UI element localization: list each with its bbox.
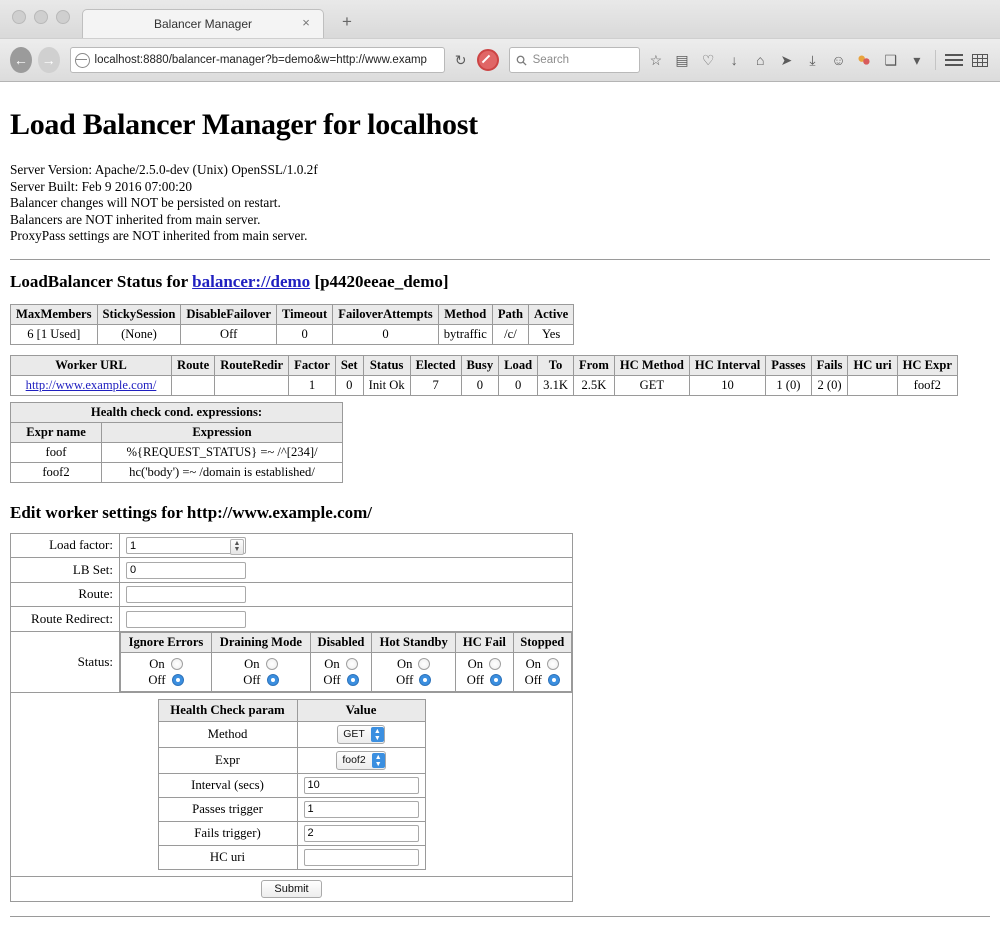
keyboard-icon[interactable]	[970, 48, 990, 72]
stepper-arrows-icon[interactable]: ▲ ▼	[230, 539, 244, 555]
page-content	[0, 82, 1000, 917]
table-row	[158, 747, 425, 773]
cell-expression: hc('body') =~ /domain is established/	[102, 462, 343, 482]
section-divider	[10, 259, 990, 260]
label-route-redirect: Route Redirect:	[11, 607, 120, 632]
hc-param-value-expr	[297, 747, 425, 773]
hc-param-value-hc-uri	[297, 845, 425, 869]
smiley-feedback-icon[interactable]: ☺	[831, 52, 846, 68]
radio-label-on: On	[467, 656, 484, 671]
table-header-row	[11, 304, 574, 324]
table-header-row	[158, 699, 425, 721]
puzzle-icon	[857, 53, 872, 68]
cell-elected: 7	[410, 375, 461, 395]
radio-stopped-on[interactable]	[547, 658, 559, 670]
hc-expr-selected-value: foof2	[342, 754, 366, 766]
navigation-toolbar	[0, 38, 1000, 81]
form-row-submit	[11, 876, 573, 901]
footer-divider	[10, 916, 990, 917]
th-maxmembers: MaxMembers	[11, 304, 98, 324]
label-status: Status:	[11, 631, 120, 692]
radio-group-stopped-off[interactable]	[520, 672, 565, 688]
downloads-icon[interactable]: ↓	[730, 52, 738, 68]
radio-disabled-off[interactable]	[347, 674, 359, 686]
save-page-icon[interactable]: ⤓	[809, 51, 816, 68]
hc-param-name-passes: Passes trigger	[158, 797, 297, 821]
status-options-cell	[120, 631, 573, 692]
hc-param-name-hc-uri: HC uri	[158, 845, 297, 869]
tab-balancer-manager[interactable]	[82, 9, 324, 38]
table-row	[158, 773, 425, 797]
radio-label-on: On	[149, 656, 165, 671]
home-icon[interactable]: ⌂	[756, 52, 765, 68]
hc-param-value-method	[297, 721, 425, 747]
cell-worker-url[interactable]	[11, 375, 172, 395]
extension-icon[interactable]	[855, 48, 875, 72]
th-hc-fail: HC Fail	[456, 632, 513, 652]
balancer-status-prefix: LoadBalancer Status for	[10, 271, 188, 291]
radio-label-off: Off	[243, 672, 261, 687]
status-cell-stopped	[513, 652, 571, 691]
cell-route	[172, 375, 215, 395]
th-route: Route	[172, 355, 215, 375]
label-load-factor: Load factor:	[11, 533, 120, 558]
route-redirect-input[interactable]	[126, 611, 246, 628]
server-built-line: Server Built: Feb 9 2016 07:00:20	[10, 178, 193, 194]
globe-icon	[75, 53, 90, 68]
menu-button[interactable]	[944, 48, 964, 72]
proxypass-note-line: ProxyPass settings are NOT inherited from main server.	[10, 228, 308, 243]
th-disabled: Disabled	[310, 632, 371, 652]
balancer-summary-table	[10, 304, 574, 345]
th-hot-standby: Hot Standby	[372, 632, 456, 652]
balancer-id: [p4420eeae_demo]	[314, 271, 449, 291]
status-cell-ignore-errors	[121, 652, 212, 691]
hc-expr-select[interactable]	[336, 751, 385, 770]
cell-load: 0	[499, 375, 538, 395]
search-input[interactable]	[509, 47, 640, 73]
close-tab-icon[interactable]: ×	[302, 15, 310, 30]
table-row	[158, 845, 425, 869]
toolbar-divider	[935, 50, 936, 70]
hc-interval-input[interactable]	[304, 777, 419, 794]
th-stopped: Stopped	[513, 632, 571, 652]
health-check-param-table	[158, 699, 426, 870]
th-path: Path	[492, 304, 528, 324]
pocket-icon[interactable]: ♡	[701, 51, 715, 68]
form-row-lb-set	[11, 558, 573, 583]
radio-group-ignore-errors-on[interactable]	[127, 656, 205, 672]
hc-param-value-interval	[297, 773, 425, 797]
cell-hc-expr: foof2	[897, 375, 957, 395]
window-titlebar	[0, 0, 1000, 38]
table-header-row	[121, 632, 572, 652]
tab-strip	[82, 0, 356, 38]
th-method: Method	[438, 304, 492, 324]
hc-fails-input[interactable]	[304, 825, 419, 842]
table-header-row	[11, 402, 343, 422]
page-title: Load Balancer Manager for localhost	[10, 108, 478, 141]
radio-ignore-errors-on[interactable]	[171, 658, 183, 670]
worker-table	[10, 355, 958, 396]
radio-label-off: Off	[466, 672, 485, 687]
hc-expr-title: Health check cond. expressions:	[11, 402, 343, 422]
submit-button[interactable]: Submit	[261, 880, 321, 898]
close-window-button[interactable]	[12, 10, 26, 24]
new-tab-button[interactable]: +	[342, 12, 352, 31]
tab-label: Balancer Manager	[153, 17, 253, 31]
persist-note-line: Balancer changes will NOT be persisted on restart.	[10, 195, 281, 210]
load-factor-input[interactable]	[126, 537, 246, 554]
cell-timeout: 0	[277, 324, 333, 344]
cell-to: 3.1K	[538, 375, 574, 395]
server-version-line: Server Version: Apache/2.5.0-dev (Unix) OpenSSL/1.0.2f	[10, 162, 318, 177]
radio-group-draining-off[interactable]	[218, 672, 304, 688]
cell-hc-uri	[848, 375, 897, 395]
table-row	[11, 375, 958, 395]
table-row	[11, 324, 574, 344]
cell-method: bytraffic	[438, 324, 492, 344]
radio-group-disabled-on[interactable]	[317, 656, 365, 672]
field-route-redirect-cell	[120, 607, 573, 632]
th-failoverattempts: FailoverAttempts	[333, 304, 438, 324]
hc-passes-input[interactable]	[304, 801, 419, 818]
cell-expression: %{REQUEST_STATUS} =~ /^[234]/	[102, 442, 343, 462]
form-row-route	[11, 582, 573, 607]
route-input[interactable]	[126, 586, 246, 603]
radio-group-disabled-off[interactable]	[317, 672, 365, 688]
radio-label-off: Off	[323, 672, 341, 687]
status-options-table	[120, 632, 572, 692]
hc-param-name-interval: Interval (secs)	[158, 773, 297, 797]
table-header-row	[11, 355, 958, 375]
hamburger-icon	[945, 54, 963, 66]
label-lb-set: LB Set:	[11, 558, 120, 583]
table-row	[121, 652, 572, 691]
th-hc-param: Health Check param	[158, 699, 297, 721]
field-load-factor-cell	[120, 533, 573, 558]
th-to: To	[538, 355, 574, 375]
field-lb-set-cell	[120, 558, 573, 583]
table-row	[158, 797, 425, 821]
cell-maxmembers: 6 [1 Used]	[11, 324, 98, 344]
radio-group-draining-on[interactable]	[218, 656, 304, 672]
th-load: Load	[499, 355, 538, 375]
inherit-note-line: Balancers are NOT inherited from main server.	[10, 211, 261, 227]
radio-group-ignore-errors-off[interactable]	[127, 672, 205, 688]
th-from: From	[573, 355, 614, 375]
chevron-updown-icon: ▲ ▼	[371, 727, 384, 742]
balancer-url-link[interactable]: balancer://demo	[192, 271, 311, 291]
radio-hc-fail-on[interactable]	[489, 658, 501, 670]
hc-param-value-passes	[297, 797, 425, 821]
th-fails: Fails	[811, 355, 848, 375]
radio-group-hot-standby-off[interactable]	[378, 672, 449, 688]
hc-param-name-method: Method	[158, 721, 297, 747]
cell-expr-name: foof	[11, 442, 102, 462]
back-button[interactable]: ←	[10, 47, 32, 73]
th-elected: Elected	[410, 355, 461, 375]
form-row-load-factor	[11, 533, 573, 558]
cell-hc-method: GET	[614, 375, 689, 395]
form-row-route-redirect	[11, 607, 573, 632]
load-factor-stepper[interactable]	[126, 537, 246, 555]
browser-chrome	[0, 0, 1000, 82]
th-status: Status	[363, 355, 410, 375]
radio-group-hc-fail-on[interactable]	[462, 656, 506, 672]
radio-label-on: On	[324, 656, 340, 671]
cell-disablefailover: Off	[181, 324, 277, 344]
cell-set: 0	[335, 375, 363, 395]
radio-hc-fail-off[interactable]	[490, 674, 502, 686]
radio-disabled-on[interactable]	[346, 658, 358, 670]
hc-method-select[interactable]	[337, 725, 385, 744]
table-row	[158, 821, 425, 845]
th-hc-method: HC Method	[614, 355, 689, 375]
cell-routeredir	[215, 375, 289, 395]
radio-label-on: On	[397, 656, 413, 671]
send-tab-icon[interactable]: ➤	[780, 51, 793, 68]
edit-worker-heading: Edit worker settings for http://www.example.com/	[10, 502, 373, 522]
cell-from: 2.5K	[573, 375, 614, 395]
chevron-updown-icon: ▲ ▼	[372, 753, 385, 768]
th-factor: Factor	[289, 355, 336, 375]
table-row	[11, 442, 343, 462]
minimize-window-button[interactable]	[34, 10, 48, 24]
cell-hc-interval: 10	[689, 375, 765, 395]
radio-label-on: On	[525, 656, 541, 671]
hc-uri-input[interactable]	[304, 849, 419, 866]
th-hc-expr: HC Expr	[897, 355, 957, 375]
hc-param-name-expr: Expr	[158, 747, 297, 773]
status-cell-draining-mode	[211, 652, 310, 691]
th-ignore-errors: Ignore Errors	[121, 632, 212, 652]
cell-active: Yes	[529, 324, 574, 344]
th-set: Set	[335, 355, 363, 375]
th-hc-uri: HC uri	[848, 355, 897, 375]
cell-passes: 1 (0)	[766, 375, 811, 395]
table-header-row	[11, 422, 343, 442]
th-timeout: Timeout	[277, 304, 333, 324]
edit-worker-form	[10, 533, 573, 902]
radio-draining-off[interactable]	[267, 674, 279, 686]
table-row	[11, 462, 343, 482]
radio-stopped-off[interactable]	[548, 674, 560, 686]
hc-param-name-fails: Fails trigger)	[158, 821, 297, 845]
radio-ignore-errors-off[interactable]	[172, 674, 184, 686]
radio-hot-standby-off[interactable]	[419, 674, 431, 686]
blocked-icon[interactable]	[477, 48, 499, 72]
chevron-down-icon[interactable]: ▾	[913, 51, 921, 68]
th-disablefailover: DisableFailover	[181, 304, 277, 324]
radio-group-stopped-on[interactable]	[520, 656, 565, 672]
status-cell-disabled	[310, 652, 371, 691]
th-passes: Passes	[766, 355, 811, 375]
radio-group-hot-standby-on[interactable]	[378, 656, 449, 672]
radio-label-off: Off	[148, 672, 166, 687]
url-text: localhost:8880/balancer-manager?b=demo&w=http://www.examp	[94, 54, 427, 66]
clipboard-icon[interactable]: ❑	[884, 51, 898, 68]
radio-label-off: Off	[524, 672, 542, 687]
grid-icon	[972, 54, 988, 67]
form-row-status	[11, 631, 573, 692]
bookmark-star-icon[interactable]: ☆	[649, 51, 663, 68]
radio-draining-on[interactable]	[266, 658, 278, 670]
cell-stickysession: (None)	[97, 324, 181, 344]
forward-button[interactable]: →	[38, 47, 60, 73]
field-route-cell	[120, 582, 573, 607]
search-placeholder-text: Search	[532, 54, 570, 66]
status-cell-hc-fail	[456, 652, 513, 691]
hc-param-value-fails	[297, 821, 425, 845]
cell-path: /c/	[492, 324, 528, 344]
hc-params-cell	[11, 692, 573, 876]
th-hc-interval: HC Interval	[689, 355, 765, 375]
window-controls[interactable]	[12, 10, 70, 24]
lb-set-input[interactable]	[126, 562, 246, 579]
submit-cell	[11, 876, 573, 901]
address-bar[interactable]	[70, 47, 445, 73]
th-worker-url: Worker URL	[11, 355, 172, 375]
th-expression: Expression	[102, 422, 343, 442]
cell-fails: 2 (0)	[811, 375, 848, 395]
cell-expr-name: foof2	[11, 462, 102, 482]
th-hc-value: Value	[297, 699, 425, 721]
status-cell-hot-standby	[372, 652, 456, 691]
balancer-status-heading	[10, 272, 990, 292]
table-row	[158, 721, 425, 747]
th-expr-name: Expr name	[11, 422, 102, 442]
radio-group-hc-fail-off[interactable]	[462, 672, 506, 688]
worker-url-link[interactable]: http://www.example.com/	[25, 377, 157, 392]
label-route: Route:	[11, 582, 120, 607]
hc-method-selected-value: GET	[343, 728, 365, 740]
radio-label-off: Off	[396, 672, 414, 687]
health-check-expressions-table	[10, 402, 343, 483]
server-info-block	[10, 162, 990, 245]
form-row-hc-params	[11, 692, 573, 876]
radio-label-on: On	[244, 656, 260, 671]
th-draining-mode: Draining Mode	[211, 632, 310, 652]
cell-failoverattempts: 0	[333, 324, 438, 344]
cell-busy: 0	[461, 375, 499, 395]
cell-status: Init Ok	[363, 375, 410, 395]
th-active: Active	[529, 304, 574, 324]
search-icon	[516, 55, 527, 66]
cell-factor: 1	[289, 375, 336, 395]
th-stickysession: StickySession	[97, 304, 181, 324]
reader-mode-icon[interactable]: ▤	[675, 51, 689, 68]
reload-button[interactable]: ↻	[454, 51, 467, 68]
radio-hot-standby-on[interactable]	[418, 658, 430, 670]
th-routeredir: RouteRedir	[215, 355, 289, 375]
maximize-window-button[interactable]	[56, 10, 70, 24]
th-busy: Busy	[461, 355, 499, 375]
